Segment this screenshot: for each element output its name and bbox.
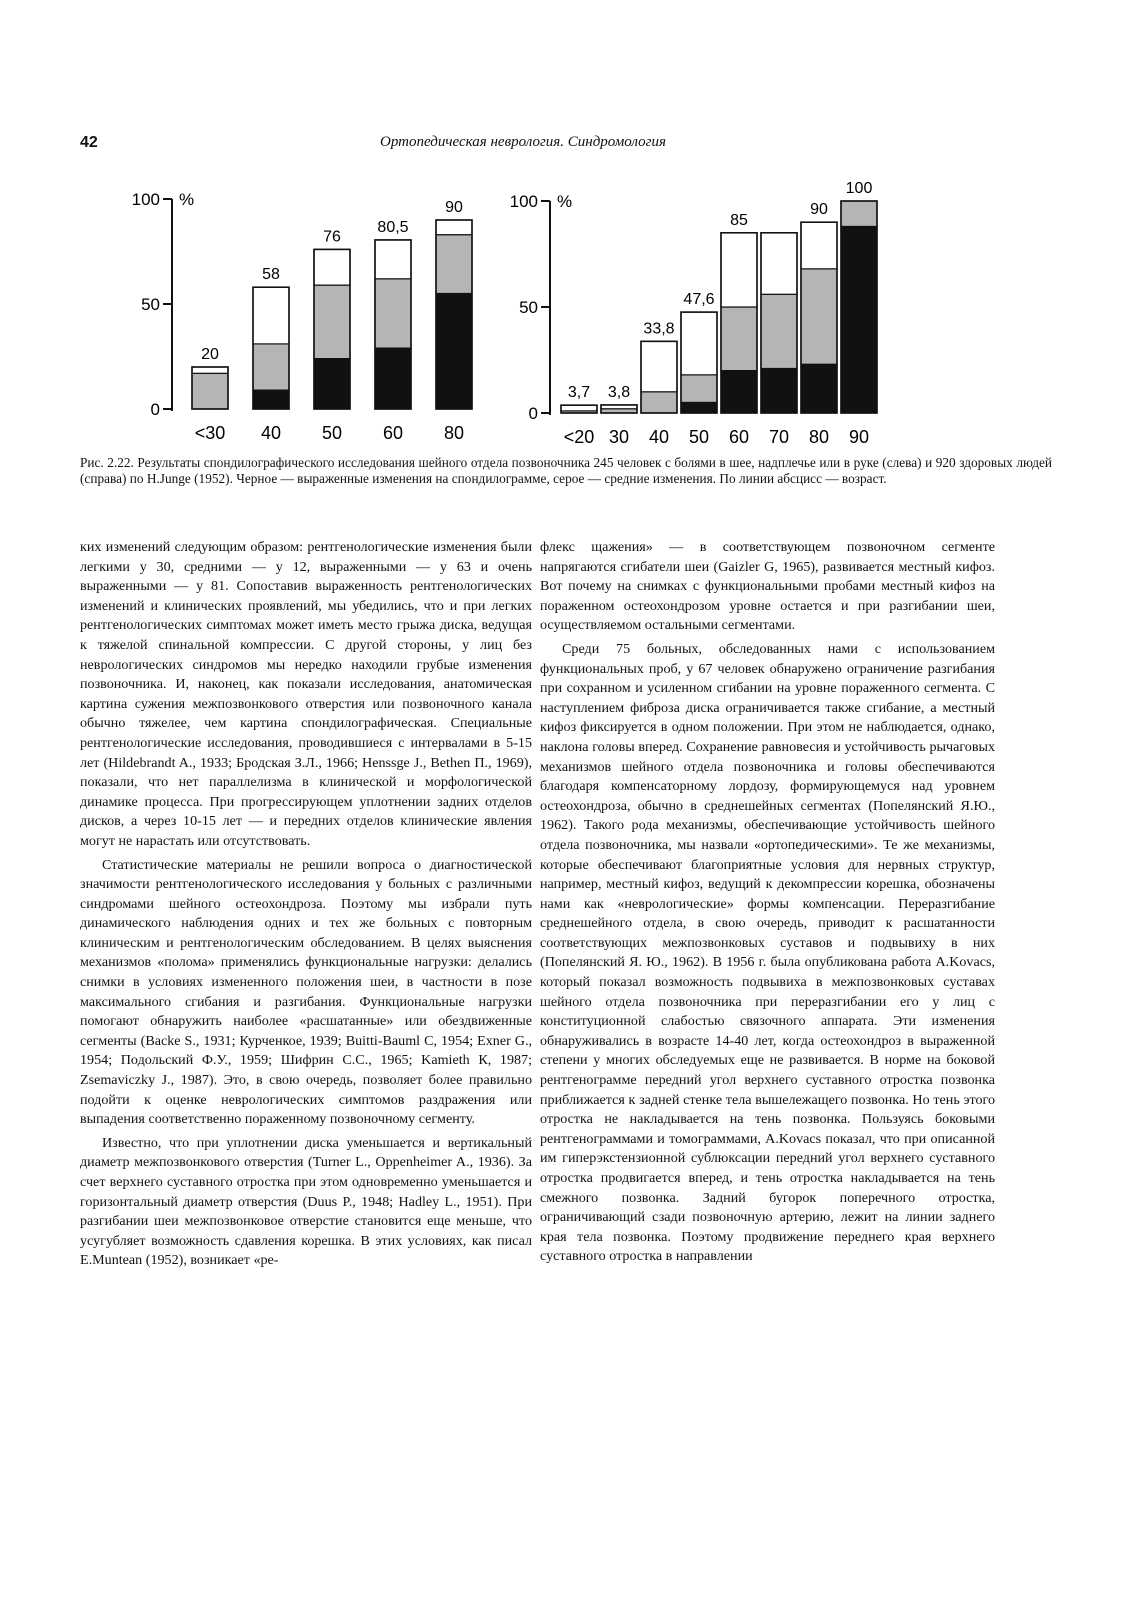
text-column-right [540,538,995,1271]
figure-2-22 [0,175,1133,455]
bar-segment-gray [721,307,757,371]
bar-value-label: 90 [810,201,828,219]
bar-segment-gray [681,375,717,403]
bar-value-label: 3,7 [567,384,591,402]
page-number: 42 [80,134,98,151]
x-tick-label: 40 [648,427,670,447]
x-tick-label: 70 [768,427,790,447]
x-tick-label: <20 [563,427,595,447]
x-tick-label: 50 [321,423,343,443]
bar-segment-white [801,222,837,269]
bar-segment-white [561,405,597,411]
bar-segment-gray [801,269,837,364]
bar-value-label: 76 [323,228,341,246]
bar-value-label: 47,6 [683,291,715,309]
chart-right-healthy [510,180,877,447]
bar-value-label: 85 [730,211,748,229]
bar-segment-white [681,312,717,375]
bar-segment-white [375,240,411,279]
bar-segment-black [721,371,757,413]
x-tick-label: 50 [688,427,710,447]
bar-segment-gray [841,201,877,226]
bar-segment-black [314,359,350,409]
bar-value-label: 58 [262,266,280,284]
paragraph: Известно, что при уплотнении диска уменьшается и вертикальный диаметр межпозвонкового отверстия (Turner L., Oppenheimer A., 1936). За счет верхнего суставного отростка при этом одновременно уменьшается и горизонтальный диаметр отверстия (Duus P., 1948; Hadley L., 1951). При разгибании шеи межпозвонковое отверстие становится еще меньше, что усугубляет возможность сдавления корешка. В этих условиях, как писал E.Muntean (1952), возникает «ре- [80,1134,532,1269]
bar-segment-white [436,220,472,235]
bar-segment-white [721,233,757,307]
bar-segment-black [841,226,877,413]
paragraph: флекс щажения» — в соответствующем позвоночном сегменте напрягаются сгибатели шеи (Gaizler G, 1965), развивается местный кифоз. Вот почему на снимках с функциональными пробами местный кифоз на пораженном остеохондрозом уровне остается и при разгибании шеи, осуществляемом остальными сегментами. [540,539,995,634]
x-tick-label: 80 [443,423,465,443]
y-axis-unit: % [179,190,195,209]
paragraph: Статистические материалы не решили вопроса о диагностической значимости рентгенологического исследования у больных с различными синдромами шейного остеохондроза. Поэтому мы избрали путь динамического наблюдения одних и тех же больных с повторным клиническим и рентгенологическим обследованием. В целях выяснения механизмов «полома» применялись функциональные нагрузки: делались снимки в условиях измененного положения шеи, в частности в позе максимального сгибания и разгибания. Функциональные нагрузки помогают обнаружить наиболее «расшатанные» или обездвиженные сегменты (Backe S., 1931; Курченкое, 1939; Buitti-Bauml C, 1954; Exner G., 1954; Подольский Ф.У., 1959; Шифрин С.С., 1965; Kamieth К, 1987; Zsemaviczky J., 1987). Это, в свою очередь, позволяет более правильно подойти к оценке неврологических симптомов раздражения или выпадения соответственно пораженному позвоночному сегменту. [80,856,532,1128]
x-tick-label: 60 [382,423,404,443]
bar-value-label: 100 [845,180,873,197]
bar-segment-gray [192,373,228,409]
bar-segment-gray [641,392,677,413]
bar-segment-black [253,390,289,409]
text-column-left [80,538,532,1275]
x-tick-label: 60 [728,427,750,447]
bar-segment-white [314,249,350,285]
y-tick-label: 0 [150,400,160,419]
bar-segment-gray [314,285,350,359]
x-tick-label: <30 [194,423,226,443]
running-head: Ортопедическая неврология. Синдромология [380,134,666,150]
bar-segment-black [436,294,472,410]
bar-segment-black [801,364,837,413]
bar-value-label: 33,8 [643,320,675,338]
y-axis-unit: % [557,192,573,211]
bar-value-label: 90 [445,199,463,216]
bar-segment-black [375,348,411,409]
bar-segment-white [761,233,797,294]
paragraph: Среди 75 больных, обследованных нами с использованием функциональных проб, у 67 человек обнаружено ограничение разгибания при сохранном и усиленном сгибании на уровне пораженного сегмента. С наступлением фиброза диска ограничивается также сгибание, а местный кифоз фиксируется в одном положении. При этом не наблюдается, однако, наклона головы вперед. Сохранение равновесия и устойчивость рычаговых механизмов шейного отдела позвоночника и головы обеспечиваются благодаря компенсаторному лордозу, формирующемуся над уровнем остеохондроза, обычно в среднешейных сегментах (Попелянский Я.Ю., 1962). Такого рода механизмы, обеспечивающие устойчивость шейного отдела позвоночника, мы назвали «ортопедическими». Те же механизмы, которые обеспечивают благоприятные условия для нервных структур, например, местный кифоз, ведущий к декомпрессии корешка, обозначены нами как «неврологические» формы компенсации. Переразгибание среднешейного отдела, в свою очередь, приводит к расшатанности соответствующих межпозвонковых суставов и подвывиху в них (Попелянский Я. Ю., 1962). В 1956 г. была опубликована работа A.Kovacs, который показал возможность подвывиха в межпозвонковых суставах шейного отдела позвоночника при переразгибании его у лиц с конституционной слабостью связочного аппарата. Эти изменения обнаруживались в возрасте 14-40 лет, когда остеохондроз в выраженной степени у многих обследуемых еще не развивается. В норме на боковой рентгенограмме передний угол верхнего суставного отростка позвонка приближается к задней стенке тела вышележащего позвонка. Но тень этого отростка не накладывается на тень позвонка. Пользуясь боковыми рентгенограммами и томограммами, A.Kovacs показал, что при описанной им гиперэкстензионной сублюксации передний угол верхнего суставного отростка продвигается вперед, и тень отростка накладывается на тень смежного позвонка. Задний бугорок поперечного отростка, ограничивающий сзади позвоночную артерию, лежит на линии заднего края тела позвонка. Поэтому продвижение переднего края верхнего суставного отростка в направлении [540,640,995,1265]
bar-segment-gray [253,344,289,390]
y-tick-label: 100 [509,192,538,211]
x-tick-label: 80 [808,427,830,447]
chart-left-patients [132,190,472,443]
y-tick-label: 0 [528,404,538,423]
bar-segment-black [761,368,797,413]
bar-segment-white [253,287,289,344]
bar-value-label: 3,8 [607,383,631,401]
bar-segment-black [681,402,717,413]
y-tick-label: 100 [131,190,160,209]
bar-segment-white [641,341,677,391]
paragraph: ких изменений следующим образом: рентгенологические изменения были легкими у 30, средними — у 12, выраженными — у 63 и очень выраженными — у 81. Сопоставив выраженность рентгенологических изменений и клинических проявлений, мы убедились, что и при легких рентгенологических симптомах может иметь место грыжа диска, ведущая к тяжелой спинальной компрессии. С другой стороны, у лиц без неврологических синдромов мы нередко находили грубые изменения позвоночника. И, наконец, как показали исследования, анатомическая картина сужения межпозвонкового отверстия или позвоночного канала обычно тяжелее, чем картина спондилографическая. Специальные рентгенологические исследования, проводившиеся с интервалами в 5-15 лет (Hildebrandt A., 1933; Бродская З.Л., 1966; Henssge J., Bethen П., 1969), показали, что нет параллелизма в клинической и морфологической динамике процесса. При прогрессирующем уплотнении задних отделов дисков, а через 10-15 лет — и передних отделов клинические явления могут не нарастать или отсутствовать. [80,539,532,849]
x-tick-label: 90 [848,427,870,447]
figure-caption: Рис. 2.22. Результаты спондилографического исследования шейного отдела позвоночника 245 человек с болями в шее, надплечье или в руке (слева) и 920 здоровых людей (справа) по H.Junge (1952). Черное — выраженные изменения на спондилограмме, серое — средние изменения. По линии абсцисс — возраст. [80,455,1052,486]
bar-value-label: 80,5 [377,218,409,236]
bar-segment-gray [761,294,797,368]
bar-value-label: 20 [201,346,219,363]
x-tick-label: 30 [608,427,630,447]
y-tick-label: 50 [519,298,538,317]
x-tick-label: 40 [260,423,282,443]
y-tick-label: 50 [141,295,160,314]
bar-segment-gray [436,235,472,294]
bar-segment-white [192,367,228,373]
bar-segment-gray [375,279,411,348]
